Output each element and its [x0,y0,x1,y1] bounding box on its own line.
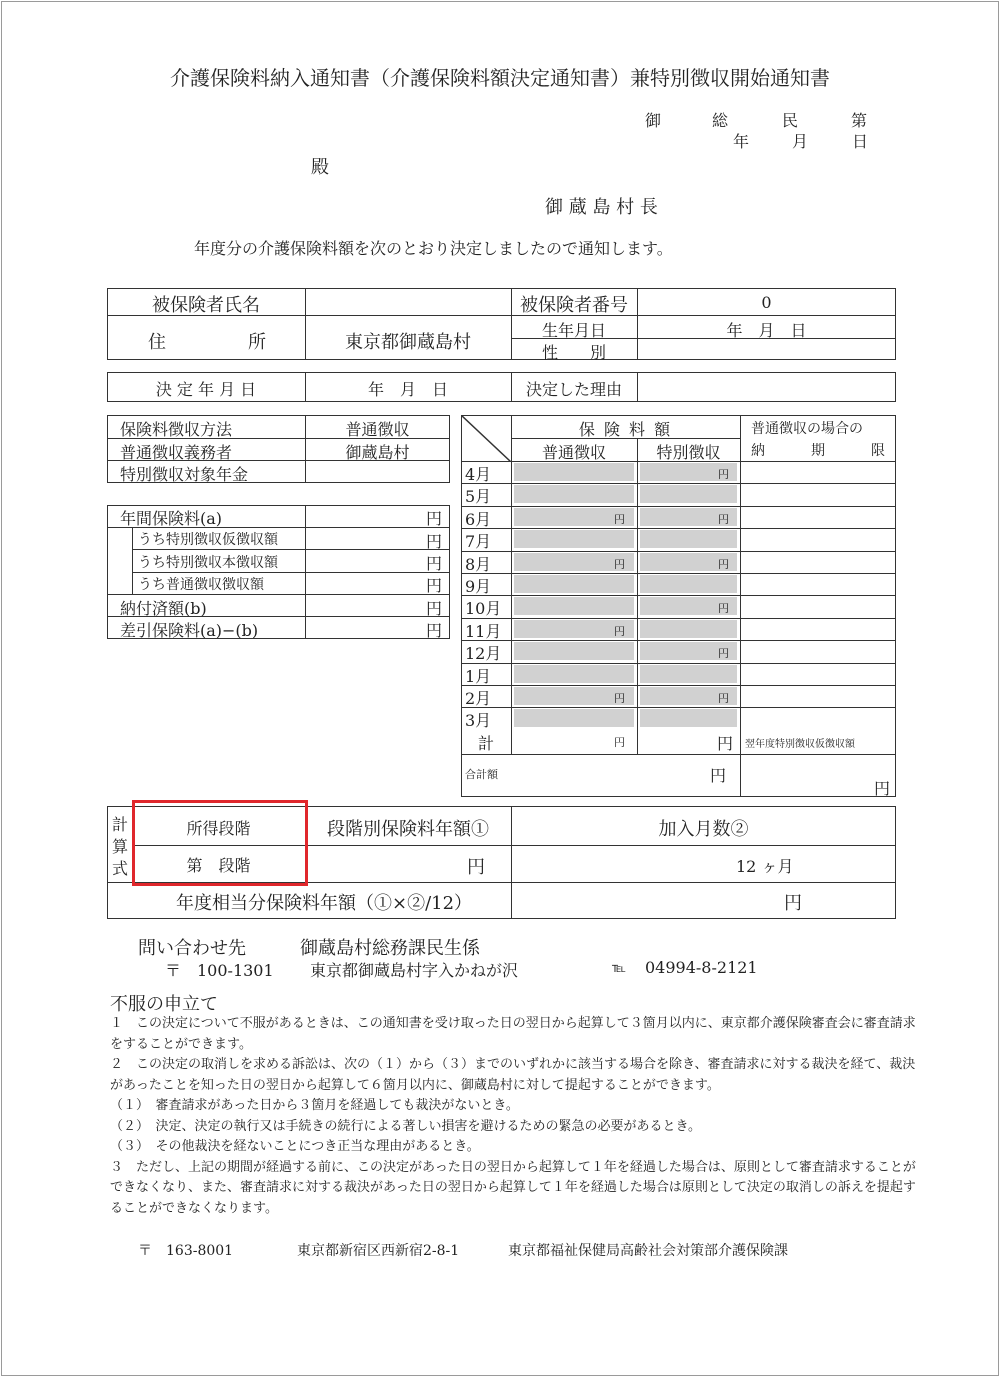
redacted-cell [514,642,634,660]
income-stage-label: 所得段階 [186,819,251,838]
redacted-cell [640,709,737,727]
appeal-notes [110,1014,922,1219]
redacted-cell [514,709,634,727]
annual-by-stage-unit: 円 [467,857,485,878]
month-special-unit: 円 [718,692,729,705]
col-normal-header: 普通徴収 [541,443,606,462]
appeal-paragraph-6: ３ ただし、上記の期間が経過する前に、この決定があった日の翌日から起算して１年を経過した場合は、原則として審査請求することができなくなり、また、審査請求に対する裁決があった日の翌日から起算して１年を経過した場合は原則として決定の取消しの訴えを提起することができなくなります。 [110,1159,916,1216]
collection-value-1: 御蔵島村 [345,443,410,462]
redacted-cell [514,575,634,593]
address-label-1: 住 [148,332,166,353]
collection-label-0: 保険料徴収方法 [120,420,233,439]
month-row-line [461,483,896,484]
birth-label: 生年月日 [541,321,606,340]
schedule-group-header: 保 険 料 額 [578,420,673,439]
month-label: 10月 [465,599,502,618]
annual-unit-0: 円 [426,509,443,528]
contact-label: 問い合わせ先 [138,938,246,959]
addressee-suffix: 殿 [311,157,329,178]
contact-tel: 04994-8-2121 [645,958,758,977]
month-row-line [461,640,896,641]
month-row-line [461,573,896,574]
month-normal-unit: 円 [614,692,625,705]
month-normal-unit: 円 [614,513,625,526]
month-row-line [461,663,896,664]
month-special-unit: 円 [718,602,729,615]
contact-address: 東京都御蔵島村字入かねが沢 [310,961,519,980]
month-row-line [461,506,896,507]
month-row-line [461,595,896,596]
decision-date-value: 年 月 日 [367,380,448,399]
annual-by-stage-label: 段階別保険料年額① [327,819,489,840]
grand-total-label: 合計額 [465,768,498,781]
month-label: 8月 [465,555,492,574]
issuer-name: 御 蔵 島 村 長 [545,197,658,218]
formula-side-1: 計 [112,815,129,834]
month-label: 1月 [465,667,492,686]
prorated-unit: 円 [784,893,802,914]
footer-org: 東京都福祉保健局高齢社会対策部介護保険課 [508,1243,788,1259]
address-label-2: 所 [248,332,266,353]
month-special-unit: 円 [718,513,729,526]
month-special-unit: 円 [718,558,729,571]
address-value: 東京都御蔵島村 [345,332,471,353]
date-year-char: 年 [733,132,750,151]
annual-unit-2: 円 [426,554,443,573]
formula-side-2: 算 [112,837,129,856]
deadline-header-nou: 納 [751,443,765,459]
month-label: 4月 [465,465,492,484]
next-year-unit: 円 [874,779,891,798]
intro-text: 年度分の介護保険料額を次のとおり決定しましたので通知します。 [194,239,673,258]
ref-char-4: 第 [851,111,868,130]
month-row-line [461,707,896,708]
month-special-unit: 円 [718,647,729,660]
redacted-cell [514,665,634,683]
month-normal-unit: 円 [614,625,625,638]
total-label: 計 [477,734,494,753]
month-row-line [461,528,896,529]
ref-char-1: 御 [645,111,662,130]
month-label: 5月 [465,487,492,506]
annual-label-0: 年間保険料(a) [120,509,223,528]
annual-label-3: うち普通徴収徴収額 [138,577,264,593]
appeal-paragraph-2: ２ この決定の取消しを求める訴訟は、次の（１）から（３）までのいずれかに該当する場合を除き、審査請求に対する裁決を経て、裁決があったことを知った日の翌日から起算して６箇月以内に、御蔵島村に対して提起することができます。 [110,1057,916,1093]
month-label: 3月 [465,711,492,730]
deadline-header-ki: 期 [811,443,825,459]
decision-reason-label: 決定した理由 [525,380,622,399]
contact-org: 御蔵島村総務課民生係 [300,938,480,959]
month-label: 12月 [465,644,502,663]
deadline-header-gen: 限 [871,443,885,459]
appeal-heading: 不服の申立て [110,994,218,1015]
total-special-unit: 円 [717,734,734,753]
month-label: 2月 [465,689,492,708]
decision-date-label: 決 定 年 月 日 [155,380,257,399]
month-row-line [461,551,896,552]
month-label: 6月 [465,510,492,529]
ref-char-3: 民 [782,111,799,130]
appeal-paragraph-4: （２） 決定、決定の執行又は手続きの続行による著しい損害を避けるための緊急の必要があるとき。 [110,1118,701,1134]
redacted-cell [640,575,737,593]
month-label: 11月 [465,622,502,641]
sex-label: 性 別 [541,343,606,362]
next-year-label: 翌年度特別徴収仮徴収額 [745,739,855,750]
date-day-char: 日 [852,132,869,151]
months-value: 12 ヶ月 [736,857,794,876]
annual-label-4: 納付済額(b) [120,599,207,618]
months-label: 加入月数② [658,819,749,840]
footer-address: 東京都新宿区西新宿2-8-1 [297,1243,460,1259]
total-normal-unit: 円 [614,736,625,749]
annual-label-5: 差引保険料(a)−(b) [120,621,259,640]
grand-total-unit: 円 [710,766,727,785]
deadline-header-1: 普通徴収の場合の [751,421,863,437]
annual-label-2: うち特別徴収本徴収額 [138,555,278,571]
footer-postal: 〒 163-8001 [138,1243,234,1259]
redacted-cell [640,530,737,548]
appeal-paragraph-1: １ この決定について不服があるときは、この通知書を受け取った日の翌日から起算して３箇月以内に、東京都介護保険審査会に審査請求をすることができます。 [110,1016,916,1052]
collection-label-1: 普通徴収義務者 [120,443,233,462]
highlight-box [132,800,308,886]
month-special-unit: 円 [718,468,729,481]
tel-label: ℡ [612,961,626,976]
col-special-header: 特別徴収 [656,443,721,462]
annual-label-1: うち特別徴収仮徴収額 [138,532,278,548]
date-month-char: 月 [792,132,809,151]
annual-unit-3: 円 [426,576,443,595]
annual-unit-1: 円 [426,532,443,551]
prorated-label: 年度相当分保険料年額（①×②/12） [176,893,473,914]
month-row-line [461,618,896,619]
redacted-cell [514,530,634,548]
stage-value: 第 段階 [186,856,251,875]
month-label: 7月 [465,532,492,551]
month-normal-unit: 円 [614,558,625,571]
redacted-cell [640,620,737,638]
birth-value: 年 月 日 [726,321,807,340]
redacted-cell [514,485,634,503]
insured-number-label: 被保険者番号 [520,295,628,316]
redacted-cell [640,665,737,683]
contact-postal: 〒 100-1301 [165,961,274,980]
month-row-line [461,685,896,686]
redacted-cell [514,597,634,615]
annual-unit-4: 円 [426,599,443,618]
insured-name-label: 被保険者氏名 [152,295,260,316]
document-title: 介護保険料納入通知書（介護保険料額決定通知書）兼特別徴収開始通知書 [170,66,830,90]
ref-char-2: 総 [712,111,729,130]
redacted-cell [640,485,737,503]
collection-value-0: 普通徴収 [345,420,410,439]
annual-unit-5: 円 [426,621,443,640]
diagonal-corner [461,415,511,462]
insured-number-value: 0 [761,293,772,312]
appeal-paragraph-3: （１） 審査請求があった日から３箇月を経過しても裁決がないとき。 [110,1098,519,1113]
appeal-paragraph-5: （３） その他裁決を経ないことにつき正当な理由があるとき。 [110,1139,480,1154]
formula-side-3: 式 [112,859,129,878]
redacted-cell [514,463,634,481]
month-label: 9月 [465,577,492,596]
collection-label-2: 特別徴収対象年金 [120,465,249,484]
